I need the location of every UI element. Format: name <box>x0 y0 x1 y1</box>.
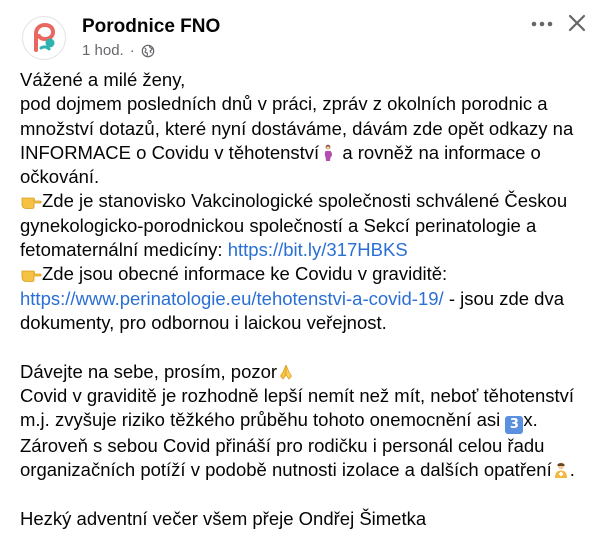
meta-separator: · <box>129 42 135 59</box>
porodnice-logo-icon <box>23 17 65 59</box>
paragraph-gap <box>20 335 590 359</box>
link-perinatologie[interactable]: https://www.perinatologie.eu/tehotenstvi-a-covid-19/ <box>20 287 444 309</box>
more-options-button[interactable] <box>528 12 556 36</box>
post-body <box>20 68 590 531</box>
close-button[interactable] <box>564 10 590 36</box>
paragraph-gap <box>20 483 590 507</box>
close-icon <box>567 13 587 33</box>
folded-hands-icon <box>277 363 295 381</box>
more-icon <box>531 21 553 27</box>
health-worker-icon <box>552 461 570 479</box>
post-header <box>0 0 600 64</box>
post-meta <box>82 42 155 60</box>
list-item-1: Zde je stanovisko Vakcinologické společnosti schválené Českou gynekologicko-porodnickou společností a Sekcí perinatologie a fetomaternální medicíny: https://bit.ly/317HBKS <box>20 190 568 261</box>
pointing-hand-icon <box>20 266 42 282</box>
intro-paragraph: pod dojmem posledních dnů v práci, zpráv z okolních porodnic a množství dotazů, které nyní dostáváme, dávám zde opět odkazy na INFORMACE o Covidu v těhotenství a rovněž na informace o očkování. <box>20 93 574 188</box>
pointing-hand-icon <box>20 193 42 209</box>
link-bitly[interactable]: https://bit.ly/317HBKS <box>227 239 408 261</box>
greeting: Vážené a milé ženy, <box>20 69 186 90</box>
globe-icon[interactable] <box>141 44 155 58</box>
pregnant-woman-icon <box>319 144 337 162</box>
page-name[interactable]: Porodnice FNO <box>82 16 221 37</box>
list-item-2: Zde jsou obecné informace ke Covidu v graviditě: https://www.perinatologie.eu/tehotenstvi-a-covid-19/ - jsou zde dva dokumenty, pro odbornou i laickou veřejnost. <box>20 263 565 333</box>
page-avatar[interactable] <box>22 16 66 60</box>
care-line: Dávejte na sebe, prosím, pozor <box>20 360 590 384</box>
post-time[interactable]: 1 hod. <box>82 42 124 59</box>
signoff: Hezký adventní večer všem přeje Ondřej Šimetka <box>20 508 427 530</box>
covid-paragraph: Covid v graviditě je rozhodně lepší nemít než mít, neboť těhotenství m.j. zvyšuje riziko těžkého průběhu tohoto onemocnění asi 3 x. Zároveň s sebou Covid přináší pro rodičku i personál celou řadu organizačních potíží v podobě nutnosti izolace a dalších opatření . <box>20 384 575 481</box>
keycap-three-icon: 3 <box>505 416 523 434</box>
